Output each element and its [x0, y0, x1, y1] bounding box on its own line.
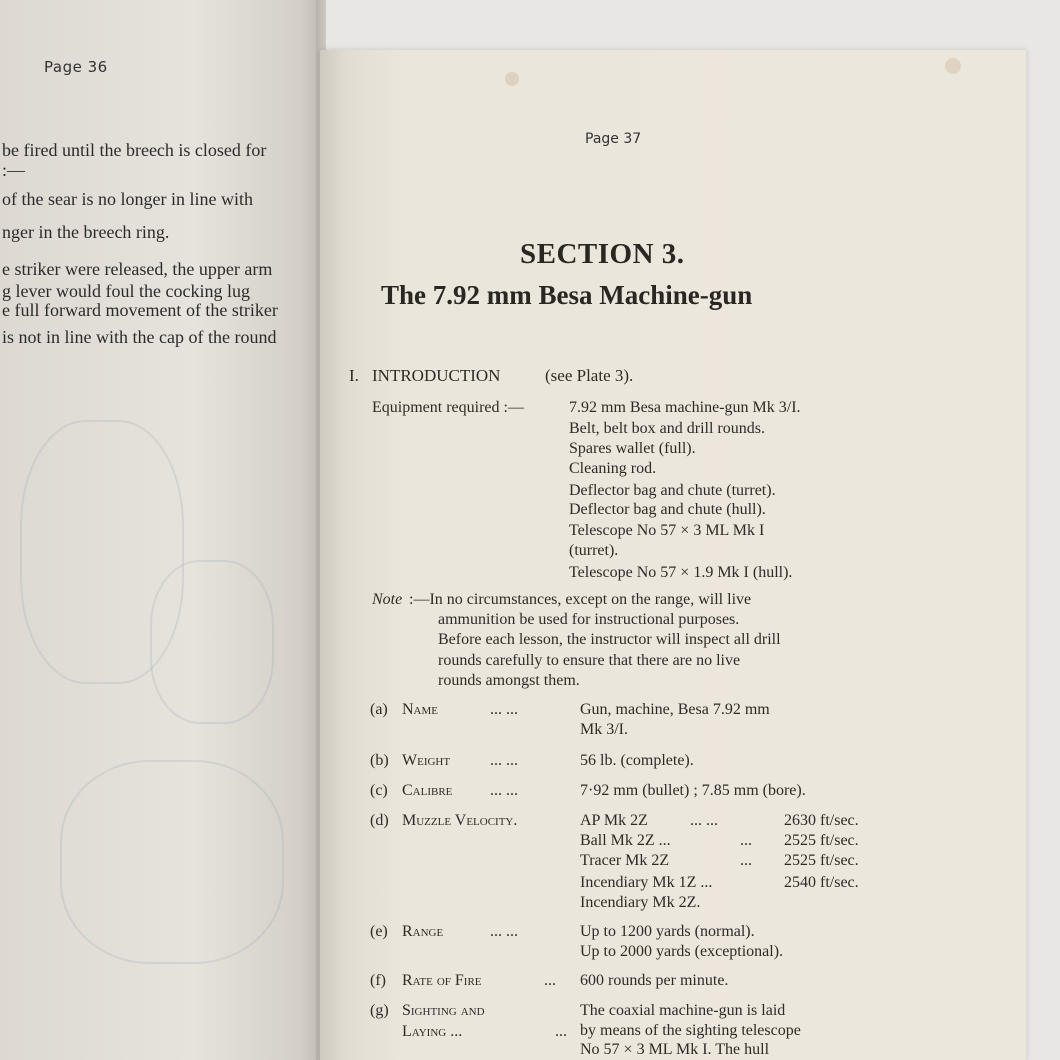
- spec-label-rate-of-fire: Rate of Fire: [402, 972, 482, 989]
- velocity-round: Ball Mk 2Z ...: [580, 832, 671, 849]
- spec-label-weight: Weight: [402, 752, 451, 769]
- intro-heading: INTRODUCTION: [372, 366, 501, 385]
- spec-letter: (c): [370, 782, 388, 799]
- velocity-dots: ...: [740, 852, 752, 869]
- spec-value-rate-of-fire: 600 rounds per minute.: [580, 972, 729, 989]
- spec-value-range: Up to 2000 yards (exceptional).: [580, 943, 784, 960]
- note-line: :—In no circumstances, except on the range, will live: [409, 591, 752, 608]
- left-text-line: of the sear is no longer in line with: [2, 189, 253, 209]
- equipment-item: Belt, belt box and drill rounds.: [569, 420, 765, 437]
- equipment-item: Telescope No 57 × 1.9 Mk I (hull).: [569, 564, 793, 581]
- note-line: rounds amongst them.: [438, 672, 580, 689]
- note-line: ammunition be used for instructional purposes.: [438, 611, 740, 628]
- equipment-item: (turret).: [569, 542, 619, 559]
- velocity-round: AP Mk 2Z: [580, 812, 648, 829]
- equipment-item: Telescope No 57 × 3 ML Mk I: [569, 522, 765, 539]
- spec-label-calibre: Calibre: [402, 782, 453, 799]
- spec-letter: (f): [370, 972, 386, 989]
- spec-label-muzzle-velocity: Muzzle Velocity.: [402, 812, 518, 829]
- left-page: [0, 0, 322, 1060]
- left-text-line: nger in the breech ring.: [2, 222, 170, 242]
- spec-value-sighting: by means of the sighting telescope: [580, 1022, 801, 1039]
- spec-value-range: Up to 1200 yards (normal).: [580, 923, 755, 940]
- spec-letter: (b): [370, 752, 389, 769]
- left-text-line: :—: [2, 160, 26, 180]
- bleed-through-mark: [60, 760, 284, 964]
- left-text-line: is not in line with the cap of the round: [2, 327, 277, 347]
- equipment-item: 7.92 mm Besa machine-gun Mk 3/I.: [569, 399, 801, 416]
- spec-dots: ...: [555, 1023, 567, 1040]
- paper-stain: [505, 72, 519, 86]
- spec-dots: ...: [544, 972, 556, 989]
- equipment-item: Deflector bag and chute (turret).: [569, 482, 776, 499]
- section-heading: SECTION 3.: [520, 238, 685, 270]
- intro-number: I.: [349, 366, 359, 385]
- equipment-item: Spares wallet (full).: [569, 440, 696, 457]
- left-text-line: g lever would foul the cocking lug: [2, 281, 250, 301]
- page-number-right: Page 37: [585, 131, 642, 147]
- velocity-dots: ... ...: [690, 812, 718, 829]
- note-label: Note: [372, 591, 403, 608]
- chapter-title: The 7.92 mm Besa Machine-gun: [381, 280, 753, 310]
- velocity-round: Tracer Mk 2Z: [580, 852, 670, 869]
- spec-letter: (d): [370, 812, 389, 829]
- velocity-round: Incendiary Mk 1Z ...: [580, 874, 713, 891]
- spec-letter: (e): [370, 923, 388, 940]
- bleed-through-mark: [150, 560, 274, 724]
- left-text-line: be fired until the breech is closed for: [2, 140, 267, 160]
- spec-label-range: Range: [402, 923, 444, 940]
- intro-plate-ref: (see Plate 3).: [545, 366, 634, 385]
- spec-letter: (a): [370, 701, 388, 718]
- velocity-value: 2630 ft/sec.: [784, 812, 859, 829]
- spec-value-sighting: No 57 × 3 ML Mk I. The hull: [580, 1041, 770, 1058]
- spec-dots: ... ...: [490, 923, 518, 940]
- velocity-value: 2525 ft/sec.: [784, 832, 859, 849]
- spec-dots: ... ...: [490, 782, 518, 799]
- velocity-value: 2540 ft/sec.: [784, 874, 859, 891]
- paper-stain: [945, 58, 961, 74]
- spec-label-name: Name: [402, 701, 438, 718]
- spec-dots: ... ...: [490, 701, 518, 718]
- note-line: rounds carefully to ensure that there are no live: [438, 652, 741, 669]
- spec-value-sighting: The coaxial machine-gun is laid: [580, 1002, 786, 1019]
- velocity-value: 2525 ft/sec.: [784, 852, 859, 869]
- note-line: Before each lesson, the instructor will inspect all drill: [438, 631, 781, 648]
- spec-value-name: Gun, machine, Besa 7.92 mm: [580, 701, 770, 718]
- spec-value-name: Mk 3/I.: [580, 721, 628, 738]
- left-text-line: e full forward movement of the striker: [2, 300, 278, 320]
- spec-value-weight: 56 lb. (complete).: [580, 752, 694, 769]
- spec-letter: (g): [370, 1002, 389, 1019]
- spec-label-sighting: Sighting and: [402, 1002, 485, 1019]
- velocity-dots: ...: [740, 832, 752, 849]
- equipment-label: Equipment required :—: [372, 399, 524, 416]
- equipment-item: Cleaning rod.: [569, 460, 657, 477]
- page-number-left: Page 36: [44, 58, 108, 76]
- velocity-round: Incendiary Mk 2Z.: [580, 894, 701, 911]
- spec-value-calibre: 7·92 mm (bullet) ; 7.85 mm (bore).: [580, 782, 806, 799]
- left-text-line: e striker were released, the upper arm: [2, 259, 273, 279]
- equipment-item: Deflector bag and chute (hull).: [569, 501, 766, 518]
- spec-dots: ... ...: [490, 752, 518, 769]
- spec-label-laying: Laying ...: [402, 1023, 463, 1040]
